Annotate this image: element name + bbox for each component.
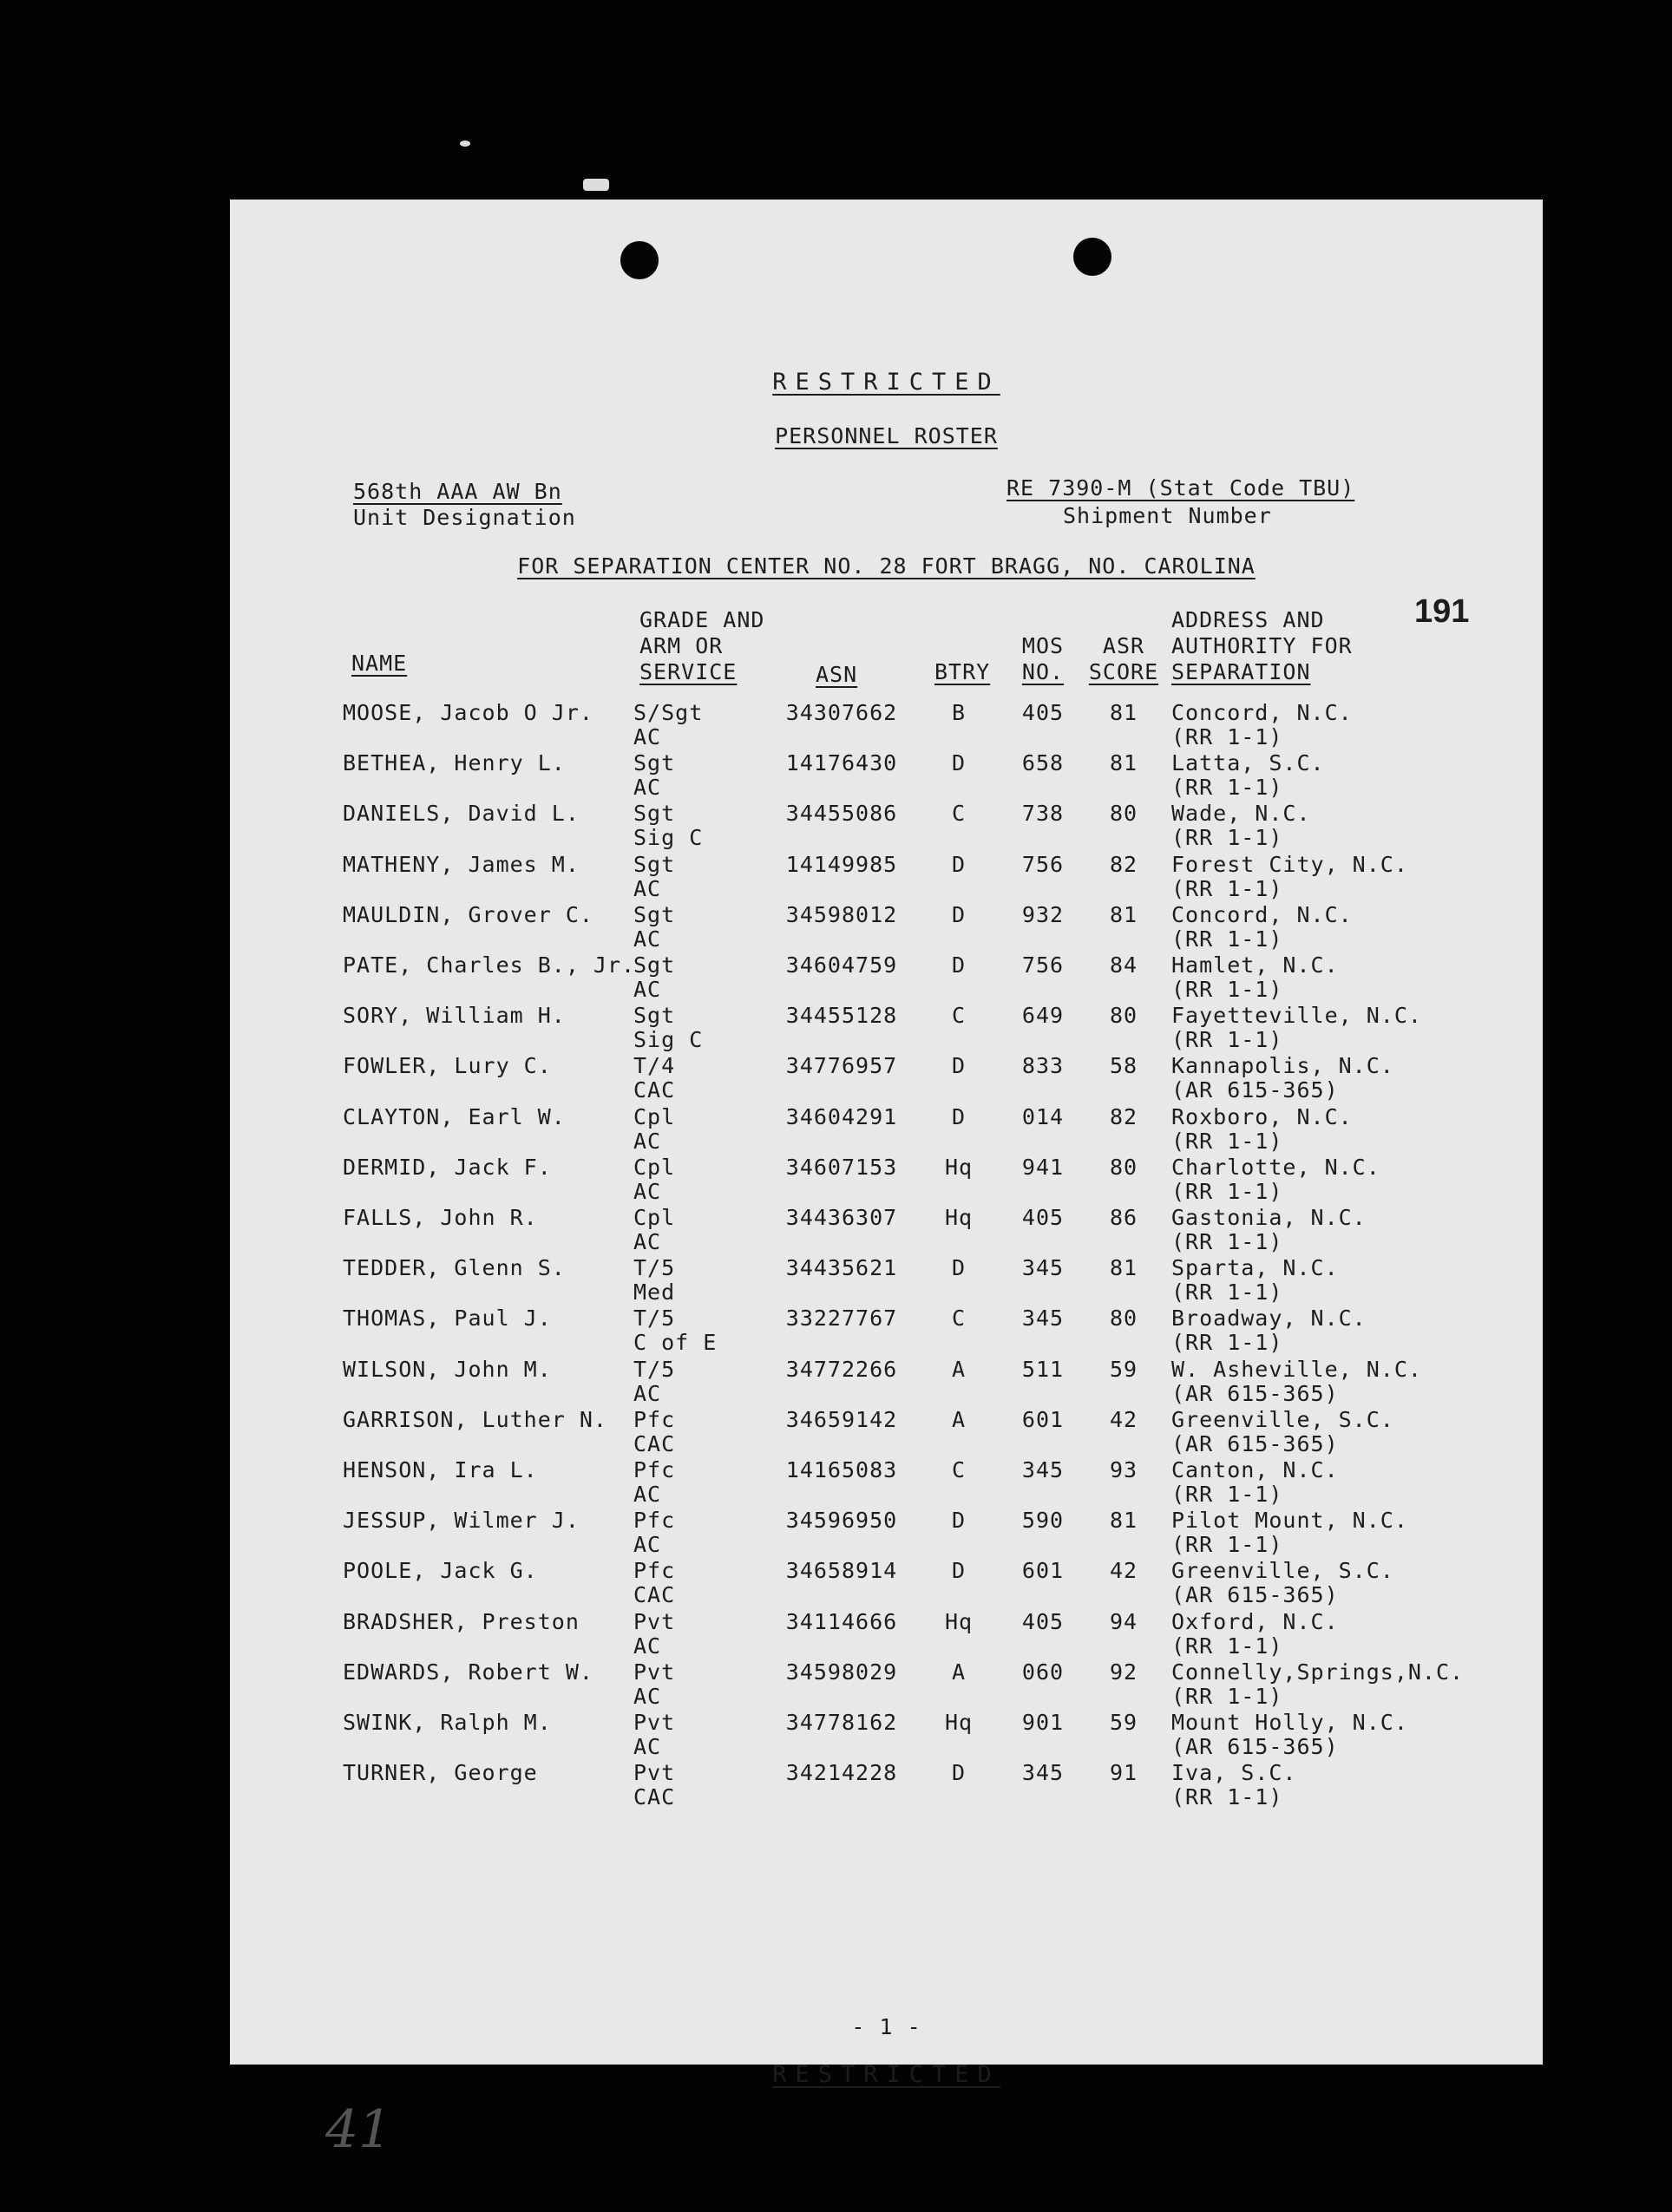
cell-address-authority: (RR 1-1) [1171,1784,1283,1810]
cell-address-authority: (RR 1-1) [1171,775,1283,801]
cell-address-place: Hamlet, N.C. [1171,952,1339,978]
document-title: PERSONNEL ROSTER [775,423,998,448]
cell-asr: 93 [1109,1457,1138,1482]
cell-address [1171,1155,1380,1204]
shipment-number: RE 7390-M (Stat Code TBU) [1006,475,1355,501]
cell-name: WILSON, John M. [343,1356,552,1382]
cell-address [1171,1206,1367,1254]
cell-mos: 932 [1021,901,1065,927]
cell-asr: 58 [1109,1053,1138,1079]
cell-name: CLAYTON, Earl W. [343,1103,566,1129]
table-row [230,1458,1543,1508]
cell-grade [633,1559,675,1607]
cell-asn: 34778162 [785,1710,898,1735]
cell-asn: 33227767 [785,1306,898,1332]
cell-grade [633,1206,675,1254]
cell-asr: 42 [1109,1406,1138,1432]
cell-asr: 84 [1109,952,1138,978]
cell-address [1171,701,1353,749]
cell-btry: A [951,1659,967,1685]
cell-grade-rank: Pvt [633,1760,676,1786]
cell-mos: 649 [1021,1003,1065,1029]
table-row [230,701,1543,751]
cell-grade [633,1256,675,1305]
cell-btry: A [951,1406,967,1432]
cell-name: MOOSE, Jacob O Jr. [343,700,593,725]
cell-btry: D [951,1508,967,1534]
cell-grade [633,853,675,901]
cell-grade [633,953,675,1002]
cell-address-place: Sparta, N.C. [1171,1255,1339,1281]
cell-asn: 34435621 [785,1255,898,1281]
cell-grade-rank: Pvt [633,1710,676,1735]
cell-mos: 901 [1021,1710,1065,1735]
cell-address-authority: (AR 615-365) [1171,1734,1339,1759]
cell-mos: 511 [1021,1356,1065,1382]
cell-grade [633,1358,675,1406]
cell-name: EDWARDS, Robert W. [343,1659,593,1685]
cell-address-authority: (AR 615-365) [1171,1380,1339,1406]
cell-address-place: Wade, N.C. [1171,801,1311,827]
cell-name: HENSON, Ira L. [343,1457,538,1482]
cell-address-place: Broadway, N.C. [1171,1306,1367,1332]
cell-asr: 81 [1109,750,1138,776]
column-header-btry: BTRY [934,659,991,684]
cell-btry: Hq [944,1608,974,1634]
cell-address-authority: (RR 1-1) [1171,875,1283,901]
unit-designation-label: Unit Designation [353,505,576,530]
cell-address-place: Iva, S.C. [1171,1760,1297,1786]
cell-address [1171,1660,1464,1709]
cell-btry: D [951,851,967,877]
cell-btry: D [951,901,967,927]
cell-address-place: Pilot Mount, N.C. [1171,1508,1408,1534]
table-row [230,1508,1543,1559]
cell-grade-rank: Cpl [633,1205,676,1230]
column-header-asr-line: SCORE [1088,659,1159,684]
cell-mos: 345 [1021,1306,1065,1332]
table-row [230,1408,1543,1458]
cell-btry: Hq [944,1154,974,1180]
cell-asn: 34214228 [785,1760,898,1786]
table-row [230,1306,1543,1357]
table-row [230,1054,1543,1104]
cell-grade-arm: AC [633,724,662,749]
cell-grade-rank: Sgt [633,901,676,927]
column-header-address-line: SEPARATION [1171,659,1311,684]
cell-name: BRADSHER, Preston [343,1608,580,1634]
cell-address-authority: (RR 1-1) [1171,1027,1283,1053]
cell-btry: D [951,952,967,978]
cell-grade-rank: T/5 [633,1306,676,1332]
cell-grade-rank: T/5 [633,1255,676,1281]
cell-asr: 81 [1109,1255,1138,1281]
cell-address-place: Canton, N.C. [1171,1457,1339,1482]
cell-grade [633,1508,675,1557]
table-row [230,953,1543,1004]
cell-address [1171,802,1311,850]
table-row [230,903,1543,953]
cell-address-authority: (RR 1-1) [1171,825,1283,851]
cell-asn: 34598029 [785,1659,898,1685]
cell-grade [633,1761,675,1810]
cell-asr: 80 [1109,1306,1138,1332]
page-stamp-number: 191 [1414,593,1470,630]
shipment-number-label: Shipment Number [1063,503,1272,528]
film-speck [583,179,609,191]
cell-grade-rank: Sgt [633,750,676,776]
cell-address-authority: (RR 1-1) [1171,1633,1283,1659]
cell-grade-arm: AC [633,1128,662,1154]
cell-asr: 82 [1109,1103,1138,1129]
cell-address [1171,1256,1339,1305]
cell-grade-arm: AC [633,1482,662,1507]
cell-asn: 34436307 [785,1205,898,1230]
column-header-mos-line: NO. [1021,659,1065,684]
cell-mos: 941 [1021,1154,1065,1180]
cell-btry: C [951,1003,967,1029]
cell-name: JESSUP, Wilmer J. [343,1508,580,1534]
document-page [230,200,1543,2160]
cell-btry: A [951,1356,967,1382]
cell-mos: 833 [1021,1053,1065,1079]
cell-grade-arm: AC [633,1683,662,1709]
cell-asn: 34114666 [785,1608,898,1634]
cell-name: THOMAS, Paul J. [343,1306,552,1332]
cell-name: SWINK, Ralph M. [343,1710,552,1735]
cell-name: BETHEA, Henry L. [343,750,566,776]
cell-address [1171,751,1325,800]
unit-designation: 568th AAA AW Bn [353,479,562,504]
cell-address-authority: (AR 615-365) [1171,1430,1339,1456]
cell-grade-rank: Pvt [633,1608,676,1634]
cell-address-authority: (RR 1-1) [1171,1482,1283,1507]
cell-mos: 601 [1021,1558,1065,1584]
cell-asr: 80 [1109,1154,1138,1180]
cell-asr: 91 [1109,1760,1138,1786]
cell-asr: 59 [1109,1710,1138,1735]
cell-grade [633,802,703,850]
cell-name: GARRISON, Luther N. [343,1406,607,1432]
cell-address-place: Latta, S.C. [1171,750,1325,776]
cell-address-place: Charlotte, N.C. [1171,1154,1380,1180]
cell-grade-arm: CAC [633,1582,676,1608]
cell-asr: 92 [1109,1659,1138,1685]
cell-address-place: Mount Holly, N.C. [1171,1710,1408,1735]
cell-name: DANIELS, David L. [343,801,580,827]
cell-mos: 590 [1021,1508,1065,1534]
cell-address-authority: (RR 1-1) [1171,1532,1283,1558]
cell-address [1171,1306,1367,1355]
cell-asr: 80 [1109,801,1138,827]
cell-asr: 81 [1109,1508,1138,1534]
cell-name: POOLE, Jack G. [343,1558,538,1584]
cell-mos: 345 [1021,1760,1065,1786]
table-row [230,1711,1543,1761]
cell-asr: 59 [1109,1356,1138,1382]
column-header-asr-line: ASR [1102,633,1145,658]
table-row [230,1358,1543,1408]
column-header-grade-line: GRADE AND [639,607,765,632]
cell-name: TURNER, George [343,1760,538,1786]
cell-asr: 42 [1109,1558,1138,1584]
cell-grade [633,1004,703,1052]
cell-grade-rank: Cpl [633,1154,676,1180]
cell-name: SORY, William H. [343,1003,566,1029]
handwritten-note: 41 [325,2099,392,2160]
cell-address-place: Gastonia, N.C. [1171,1205,1367,1230]
cell-asn: 34307662 [785,700,898,725]
cell-grade-rank: T/4 [633,1053,676,1079]
cell-asr: 82 [1109,851,1138,877]
cell-address-place: W. Asheville, N.C. [1171,1356,1422,1382]
cell-grade [633,1306,717,1355]
cell-grade-arm: AC [633,1532,662,1558]
cell-address-place: Oxford, N.C. [1171,1608,1339,1634]
cell-grade-rank: Pvt [633,1659,676,1685]
cell-address [1171,1408,1394,1456]
cell-asn: 34776957 [785,1053,898,1079]
table-row [230,1761,1543,1811]
cell-name: TEDDER, Glenn S. [343,1255,566,1281]
table-row [230,1559,1543,1609]
cell-grade [633,751,675,800]
cell-asr: 81 [1109,700,1138,725]
cell-mos: 345 [1021,1255,1065,1281]
cell-address-place: Roxboro, N.C. [1171,1103,1353,1129]
cell-asn: 34455086 [785,801,898,827]
cell-mos: 405 [1021,1608,1065,1634]
cell-address-authority: (RR 1-1) [1171,926,1283,952]
cell-address [1171,1105,1353,1154]
cell-address [1171,1559,1394,1607]
roster-table [230,200,1543,2065]
cell-grade-rank: Sgt [633,1003,676,1029]
cell-grade-arm: AC [633,875,662,901]
cell-asn: 34455128 [785,1003,898,1029]
cell-btry: D [951,1558,967,1584]
cell-btry: C [951,1457,967,1482]
cell-grade-arm: Sig C [633,1027,704,1053]
column-header-asn: ASN [816,662,858,687]
cell-asn: 34596950 [785,1508,898,1534]
cell-address [1171,853,1408,901]
table-row [230,1004,1543,1054]
cell-asn: 34658914 [785,1558,898,1584]
cell-address-authority: (RR 1-1) [1171,724,1283,749]
cell-name: FALLS, John R. [343,1205,538,1230]
cell-mos: 756 [1021,952,1065,978]
cell-address-place: Concord, N.C. [1171,700,1353,725]
cell-asn: 34604759 [785,952,898,978]
cell-grade [633,1458,675,1507]
cell-address-place: Concord, N.C. [1171,901,1353,927]
cell-asn: 14165083 [785,1457,898,1482]
cell-address-authority: (RR 1-1) [1171,1178,1283,1204]
cell-btry: D [951,1255,967,1281]
cell-grade [633,1105,675,1154]
cell-address-authority: (RR 1-1) [1171,1330,1283,1356]
separation-center-line: FOR SEPARATION CENTER NO. 28 FORT BRAGG, NO. CAROLINA [517,553,1256,579]
cell-grade-arm: CAC [633,1077,676,1103]
cell-btry: C [951,1306,967,1332]
column-header-address-line: ADDRESS AND [1171,607,1325,632]
column-header-address-line: AUTHORITY FOR [1171,633,1353,658]
cell-mos: 060 [1021,1659,1065,1685]
cell-address-authority: (RR 1-1) [1171,1279,1283,1306]
cell-asn: 34604291 [785,1103,898,1129]
table-row [230,853,1543,903]
cell-grade-rank: Pfc [633,1508,676,1534]
cell-grade-arm: AC [633,1380,662,1406]
cell-btry: D [951,750,967,776]
cell-btry: D [951,1053,967,1079]
cell-name: FOWLER, Lury C. [343,1053,552,1079]
cell-address-place: Fayetteville, N.C. [1171,1003,1422,1029]
cell-address-place: Greenville, S.C. [1171,1558,1394,1584]
cell-address-place: Kannapolis, N.C. [1171,1053,1394,1079]
cell-grade-rank: Cpl [633,1103,676,1129]
cell-grade-rank: Pfc [633,1558,676,1584]
cell-grade-arm: AC [633,1178,662,1204]
cell-grade-rank: Pfc [633,1457,676,1482]
cell-address [1171,1458,1339,1507]
cell-grade [633,701,703,749]
cell-grade-arm: AC [633,1734,662,1759]
table-row [230,1155,1543,1206]
column-header-mos-line: MOS [1021,633,1065,658]
cell-address-place: Forest City, N.C. [1171,851,1408,877]
cell-address-authority: (RR 1-1) [1171,1683,1283,1709]
cell-grade [633,1054,675,1103]
cell-name: PATE, Charles B., Jr. [343,952,636,978]
cell-name: MAULDIN, Grover C. [343,901,593,927]
cell-address-authority: (RR 1-1) [1171,1128,1283,1154]
cell-address [1171,1610,1339,1659]
cell-mos: 601 [1021,1406,1065,1432]
cell-btry: D [951,1103,967,1129]
cell-asr: 86 [1109,1205,1138,1230]
cell-mos: 405 [1021,700,1065,725]
cell-grade [633,903,675,952]
cell-grade-arm: AC [633,1633,662,1659]
cell-grade-rank: S/Sgt [633,700,704,725]
cell-address [1171,953,1339,1002]
cell-grade [633,1660,675,1709]
cell-btry: D [951,1760,967,1786]
cell-address [1171,1508,1408,1557]
cell-grade-arm: CAC [633,1430,676,1456]
cell-grade-rank: Pfc [633,1406,676,1432]
cell-grade [633,1408,675,1456]
cell-address [1171,1358,1422,1406]
column-header-grade-line: ARM OR [639,633,724,658]
cell-mos: 014 [1021,1103,1065,1129]
classification-footer: RESTRICTED [772,2061,1000,2088]
cell-grade-arm: CAC [633,1784,676,1810]
cell-address [1171,1711,1408,1759]
cell-asn: 14149985 [785,851,898,877]
cell-mos: 405 [1021,1205,1065,1230]
table-row [230,1660,1543,1711]
cell-grade-arm: AC [633,926,662,952]
classification-header: RESTRICTED [772,369,1000,396]
film-speck [460,141,470,147]
column-header-name: NAME [351,651,408,676]
cell-grade-arm: AC [633,977,662,1002]
cell-btry: Hq [944,1205,974,1230]
cell-btry: Hq [944,1710,974,1735]
cell-grade-arm: Sig C [633,825,704,851]
cell-grade-rank: Sgt [633,801,676,827]
cell-asr: 80 [1109,1003,1138,1029]
cell-grade [633,1711,675,1759]
table-row [230,1610,1543,1660]
cell-grade-arm: C of E [633,1330,718,1356]
cell-asn: 34659142 [785,1406,898,1432]
cell-grade-rank: Sgt [633,952,676,978]
cell-asn: 14176430 [785,750,898,776]
cell-address-authority: (AR 615-365) [1171,1582,1339,1608]
cell-mos: 345 [1021,1457,1065,1482]
cell-asn: 34772266 [785,1356,898,1382]
cell-grade [633,1155,675,1204]
cell-address [1171,1761,1296,1810]
cell-grade-rank: Sgt [633,851,676,877]
table-row [230,1256,1543,1306]
cell-asn: 34607153 [785,1154,898,1180]
cell-address [1171,1054,1394,1103]
cell-address-authority: (RR 1-1) [1171,977,1283,1002]
cell-address-place: Greenville, S.C. [1171,1406,1394,1432]
cell-mos: 756 [1021,851,1065,877]
cell-address [1171,1004,1422,1052]
cell-grade-arm: Med [633,1279,676,1306]
page-footer-number: - 1 - [851,2014,921,2039]
cell-grade [633,1610,675,1659]
cell-address-place: Connelly,Springs,N.C. [1171,1659,1465,1685]
cell-grade-arm: AC [633,1229,662,1254]
cell-name: DERMID, Jack F. [343,1154,552,1180]
cell-address-authority: (RR 1-1) [1171,1229,1283,1254]
cell-address-authority: (AR 615-365) [1171,1077,1339,1103]
table-row [230,751,1543,802]
cell-grade-arm: AC [633,775,662,801]
cell-btry: B [951,700,967,725]
table-row [230,1105,1543,1155]
cell-grade-rank: T/5 [633,1356,676,1382]
cell-address [1171,903,1353,952]
cell-mos: 738 [1021,801,1065,827]
cell-asn: 34598012 [785,901,898,927]
cell-mos: 658 [1021,750,1065,776]
cell-btry: C [951,801,967,827]
cell-asr: 94 [1109,1608,1138,1634]
table-row [230,1206,1543,1256]
table-row [230,802,1543,852]
column-header-grade-line: SERVICE [639,659,738,684]
cell-name: MATHENY, James M. [343,851,580,877]
cell-asr: 81 [1109,901,1138,927]
